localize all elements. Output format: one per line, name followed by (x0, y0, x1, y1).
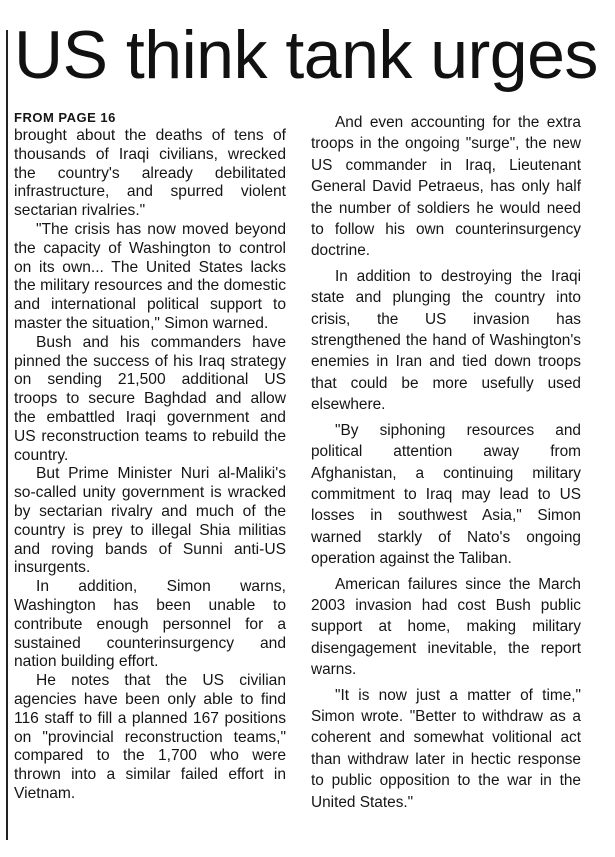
article-column-left (14, 110, 286, 804)
paragraph: And even accounting for the extra troops in the ongoing "surge", the new US commander in Iraq, Lieutenant General David Petraeus, has only half the number of soldiers he would need to follow his own counterinsurgency doctrine. (311, 114, 581, 260)
paragraph: American failures since the March 2003 invasion had cost Bush public support at home, making military disengagement inevitable, the report warns. (311, 575, 581, 679)
paragraph: "By siphoning resources and political attention away from Afghanistan, a continuing military commitment to Iraq may lead to US losses in southwest Asia," Simon warned starkly of Nato's ongoing operation against the Taliban. (311, 421, 581, 568)
paragraph: brought about the deaths of tens of thousands of Iraqi civilians, wrecked the country's already debilitated infrastructure, and spurred violent sectarian rivalries." (14, 127, 286, 220)
column-rule (6, 30, 8, 840)
continuation-kicker: FROM PAGE 16 (14, 110, 116, 125)
paragraph: Bush and his commanders have pinned the success of his Iraq strategy on sending 21,500 additional US troops to secure Baghdad and allow the embattled Iraqi government and US reconstruction teams to rebuild the country. (14, 333, 286, 464)
headline: US think tank urges (14, 17, 598, 93)
paragraph: "The crisis has now moved beyond the capacity of Washington to control on its own... The United States lacks the military resources and the domestic and international political support to master the situation," Simon warned. (14, 220, 286, 332)
paragraph: But Prime Minister Nuri al-Maliki's so-called unity government is wracked by sectarian rivalry and much of the country is prey to illegal Shia militias and roving bands of Sunni anti-US insurgents. (14, 465, 286, 577)
paragraph: He notes that the US civilian agencies have been only able to find 116 staff to fill a planned 167 positions on "provincial reconstruction teams," compared to the 1,700 who were thrown into a similar failed effort in Vietnam. (14, 672, 286, 802)
article-column-right (311, 112, 581, 817)
paragraph: In addition, Simon warns, Washington has been unable to contribute enough personnel for a sustained counterinsurgency and nation building effort. (14, 578, 286, 671)
paragraph: "It is now just a matter of time," Simon wrote. "Better to withdraw as a coherent and somewhat volitional act than withdraw later in hectic response to public opposition to the war in the United States." (311, 686, 581, 811)
paragraph: In addition to destroying the Iraqi state and plunging the country into crisis, the US invasion has strengthened the hand of Washington's enemies in Iran and tied down troops that could be more usefully used elsewhere. (311, 267, 581, 414)
